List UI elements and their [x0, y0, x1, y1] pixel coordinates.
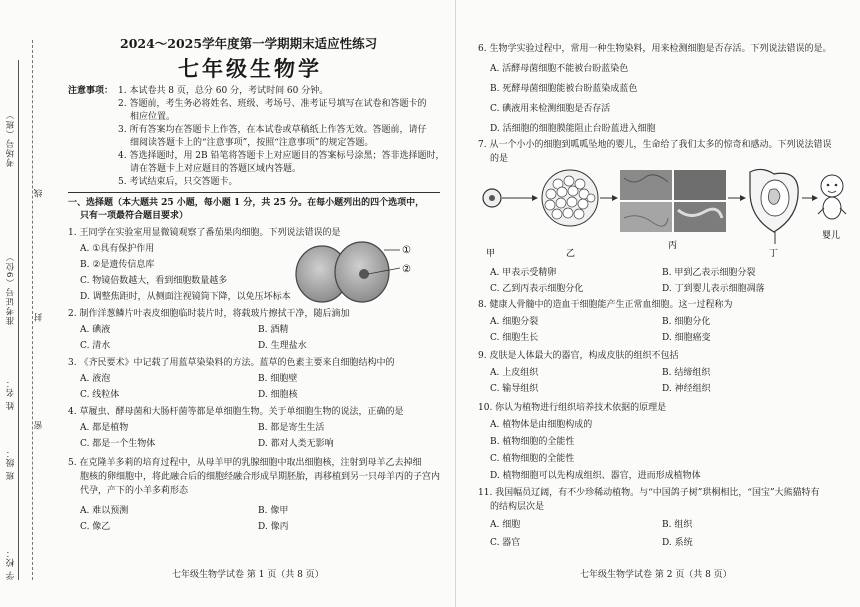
- q11-option-a: A. 细胞: [490, 520, 521, 530]
- q10-option-d: D. 植物细胞可以先构成组织、器官，进而形成植物体: [490, 471, 701, 481]
- q11-option-c: C. 器官: [490, 538, 521, 548]
- q6-option-d: D. 活细胞的细胞膜能阻止台盼蓝进入细胞: [490, 124, 656, 134]
- note-item: 细阅读答题卡上的“注意事项”，按照“注意事项”的规定答题。: [130, 138, 374, 148]
- tissue-images: [620, 170, 726, 232]
- q11-stem-line2: 的结构层次是: [490, 502, 545, 512]
- q6-stem: 6. 生物学实验过程中，常用一种生物染料，用来检测细胞是否存活。下列说法错误的是。: [478, 44, 832, 54]
- class-label: 班 级：: [6, 448, 16, 481]
- q8-option-d: D. 细胞癌变: [662, 333, 711, 343]
- q11-option-b: B. 组织: [662, 520, 693, 530]
- q2-option-a: A. 碘液: [80, 325, 111, 335]
- section-heading: 一、选择题（本大题共 25 小题，每小题 1 分，共 25 分。在每小题列出的四个选项中，: [68, 198, 425, 208]
- q5-option-d: D. 像丙: [258, 522, 289, 532]
- q9-stem: 9. 皮肤是人体最大的器官，构成皮肤的组织不包括: [478, 351, 679, 361]
- development-stages-figure: [478, 168, 848, 264]
- q4-option-d: D. 都对人类无影响: [258, 439, 334, 449]
- q5-option-b: B. 像甲: [258, 506, 289, 516]
- note-item: 请在答题卡上对应题目的答题区域内答题。: [130, 164, 302, 174]
- note-item: 相应位置。: [130, 112, 176, 122]
- baby-illustration: [818, 175, 846, 219]
- q6-option-a: A. 活酵母菌细胞不能被台盼蓝染色: [490, 64, 629, 74]
- name-label: 姓 名：: [6, 378, 16, 411]
- figure-label-1: ①: [402, 245, 411, 256]
- q7-stem-line1: 7. 从一个小小的细胞到呱呱坠地的婴儿，生命给了我们太多的惊奇和感动。下列说法错误: [478, 140, 832, 150]
- q10-stem: 10. 你认为植物进行组织培养技术依据的原理是: [478, 403, 667, 413]
- q5-stem-line3: 代孕，产下的小羊多莉形态: [80, 486, 189, 496]
- q8-option-a: A. 细胞分裂: [490, 317, 539, 327]
- q3-option-c: C. 线粒体: [80, 390, 120, 400]
- stage-label-bing: 丙: [668, 241, 678, 251]
- q5-stem-line1: 5. 在克隆羊多莉的培育过程中，从母羊甲的乳腺细胞中取出细胞核，注射到母羊乙去掉细: [68, 458, 422, 468]
- q6-option-b: B. 死酵母菌细胞能被台盼蓝染成蓝色: [490, 84, 638, 94]
- q8-option-c: C. 细胞生长: [490, 333, 539, 343]
- admission-number-label: 准考证号（9位）: [6, 252, 16, 325]
- q6-option-c: C. 碘液用来检测细胞是否存活: [490, 104, 611, 114]
- line-mark: 线: [34, 188, 44, 198]
- page-divider: [455, 0, 456, 607]
- stage-label-baby: 婴儿: [822, 231, 841, 241]
- subject-title: 七年级生物学: [178, 56, 322, 81]
- q7-option-c: C. 乙到丙表示细胞分化: [490, 284, 584, 294]
- q4-option-b: B. 都是寄生生活: [258, 423, 325, 433]
- figure-label-2: ②: [402, 264, 411, 275]
- q10-option-b: B. 植物细胞的全能性: [490, 437, 575, 447]
- q3-stem: 3. 《齐民要术》中记载了用蓝草染染料的方法。蓝草的色素主要来自细胞结构中的: [68, 358, 395, 368]
- q8-stem: 8. 健康人骨髓中的造血干细胞能产生正常血细胞。这一过程称为: [478, 300, 733, 310]
- tomato-cell-figure: [292, 236, 422, 308]
- q9-option-b: B. 结缔组织: [662, 368, 711, 378]
- school-label: 学 校：: [6, 548, 16, 581]
- section-heading-cont: 只有一项最符合题目要求）: [80, 211, 189, 221]
- note-item: 1. 本试卷共 8 页，总分 60 分，考试时间 60 分钟。: [118, 86, 329, 96]
- secret-mark: 密: [34, 420, 44, 430]
- q4-option-a: A. 都是植物: [80, 423, 129, 433]
- q3-option-b: B. 细胞壁: [258, 374, 298, 384]
- exam-title: 2024～2025学年度第一学期期末适应性练习: [120, 36, 378, 51]
- q5-option-c: C. 像乙: [80, 522, 111, 532]
- stage-label-jia: 甲: [486, 249, 496, 259]
- q2-option-d: D. 生理盐水: [258, 341, 307, 351]
- notes-label: 注意事项：: [68, 86, 114, 96]
- note-item: 2. 答题前，考生务必将姓名、班级、考场号、准考证号填写在试卷和答题卡的: [118, 99, 427, 109]
- page-footer-right: 七年级生物学试卷 第 2 页（共 8 页）: [580, 570, 732, 580]
- q2-option-c: C. 清水: [80, 341, 111, 351]
- q7-option-b: B. 甲到乙表示细胞分裂: [662, 268, 756, 278]
- q1-option-c: C. 物镜倍数越大，看到细胞数量越多: [80, 276, 228, 286]
- q11-stem-line1: 11. 我国幅员辽阔，有不少珍稀动植物。与“中国鸽子树”珙桐相比，“国宝”大熊猫特有: [478, 488, 820, 498]
- q10-option-c: C. 植物细胞的全能性: [490, 454, 575, 464]
- binding-cut-line: [32, 40, 33, 580]
- note-item: 3. 所有答案均在答题卡上作答，在本试卷或草稿纸上作答无效。答题前，请仔: [118, 125, 427, 135]
- q9-option-c: C. 输导组织: [490, 384, 539, 394]
- q11-option-d: D. 系统: [662, 538, 693, 548]
- notes-rule: [68, 192, 440, 193]
- note-item: 4. 答选择题时，用 2B 铅笔将答题卡上对应题目的答案标号涂黑；答非选择题时，: [118, 151, 445, 161]
- q5-option-a: A. 难以预测: [80, 506, 129, 516]
- q4-option-c: C. 都是一个生物体: [80, 439, 156, 449]
- q5-stem-line2: 胞核的卵细胞中，将此融合后的细胞经融合形成早期胚胎，再移植到另一只母羊丙的子宫内: [80, 472, 441, 482]
- q1-option-a: A. ①具有保护作用: [80, 244, 155, 254]
- q7-stem-line2: 的是: [490, 154, 509, 164]
- seal-mark: 封: [34, 312, 44, 322]
- q1-stem: 1. 王同学在实验室用显微镜观察了番茄果肉细胞。下列说法错误的是: [68, 228, 341, 238]
- q3-option-a: A. 液泡: [80, 374, 111, 384]
- cell-cluster: [542, 170, 598, 226]
- q3-option-d: D. 细胞核: [258, 390, 298, 400]
- binding-fill-line: [18, 60, 19, 580]
- q1-option-b: B. ②是遗传信息库: [80, 260, 155, 270]
- q4-stem: 4. 草履虫、酵母菌和大肠杆菌等都是单细胞生物。关于单细胞生物的说法，正确的是: [68, 407, 404, 417]
- q7-option-a: A. 甲表示受精卵: [490, 268, 557, 278]
- stage-label-yi: 乙: [566, 249, 576, 259]
- q9-option-d: D. 神经组织: [662, 384, 711, 394]
- stage-label-ding: 丁: [769, 249, 779, 259]
- exam-room-label: 考场号（班）: [6, 110, 16, 167]
- q9-option-a: A. 上皮组织: [490, 368, 539, 378]
- note-item: 5. 考试结束后，只交答题卡。: [118, 177, 238, 187]
- uterus-fetus: [750, 169, 798, 244]
- q10-option-a: A. 植物体是由细胞构成的: [490, 420, 593, 430]
- q2-stem: 2. 制作洋葱鳞片叶表皮细胞临时装片时，将载玻片擦拭干净，随后滴加: [68, 309, 350, 319]
- page-footer-left: 七年级生物学试卷 第 1 页（共 8 页）: [172, 570, 324, 580]
- q8-option-b: B. 细胞分化: [662, 317, 711, 327]
- q7-option-d: D. 丁到婴儿表示细胞凋落: [662, 284, 765, 294]
- q2-option-b: B. 酒精: [258, 325, 289, 335]
- q1-option-d: D. 调整焦距时，从侧面注视镜筒下降，以免压坏标本: [80, 292, 291, 302]
